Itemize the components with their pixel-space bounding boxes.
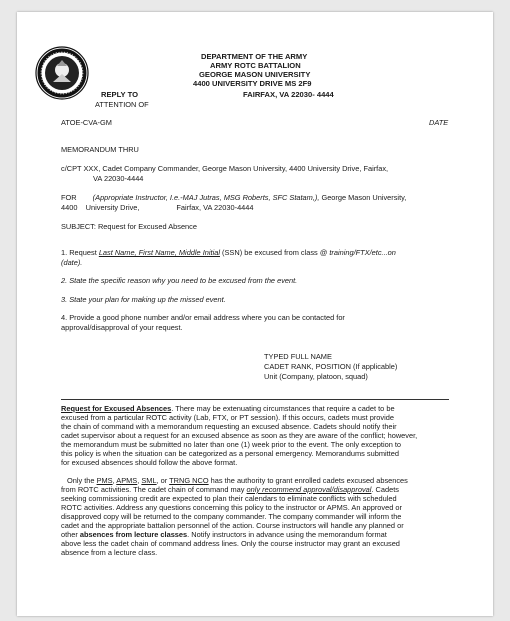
pms-link: PMS [96, 476, 113, 485]
note-line-7: for excused absences should follow the above format. [61, 458, 238, 467]
para-2-text: has the authority to grant enrolled cadets excused absences [208, 476, 408, 485]
header-line-3: GEORGE MASON UNIVERSITY [199, 70, 311, 79]
para-2-line-1 [67, 476, 408, 485]
item-2: 2. State the specific reason why you need to be excused from the event. [61, 276, 298, 285]
reply-to-label: REPLY TO [101, 90, 139, 99]
para-2-line-3: seeking commissioning credit are expected to plan their calendars to eliminate conflicts with scheduled [61, 494, 397, 503]
signature-rank: CADET RANK, POSITION (If applicable) [264, 362, 398, 371]
note-line-6: this policy is when the situation can be categorized as a personal emergency. Memorandums submitted [61, 449, 399, 458]
for-university: George Mason University, [319, 193, 407, 202]
item-1-event: @ training/FTX/etc...on [319, 248, 396, 257]
para-2-line-7 [61, 530, 387, 539]
for-instructor: (Appropriate Instructor, I.e.-MAJ Jutras, MSG Roberts, SFC Statam,), [92, 193, 320, 202]
para-2-text: , or [156, 476, 170, 485]
para-2-line-9: absence from a lecture class. [61, 548, 158, 557]
note-line-5: the memorandum must be submitted no later than one (1) week prior to the event. The only exception to [61, 440, 402, 449]
note-title: Request for Excused Absences [61, 404, 172, 413]
thru-line-1: c/CPT XXX, Cadet Company Commander, George Mason University, 4400 University Drive, Fairfax, [61, 164, 389, 173]
subject-line: SUBJECT: Request for Excused Absence [61, 222, 197, 231]
header-line-5: FAIRFAX, VA 22030- 4444 [243, 90, 334, 99]
for-line-2: 4400 University Drive, Fairfax, VA 22030-4444 [61, 203, 254, 212]
para-2-line-5: disapproved copy will be returned to the company commander. The company commander will inform the [61, 512, 402, 521]
note-line-1 [61, 404, 395, 413]
header-line-4: 4400 UNIVERSITY DRIVE MS 2F9 [193, 79, 312, 88]
recommend-text: only recommend approval/disapproval [246, 485, 372, 494]
para-2-text: Only the [67, 476, 97, 485]
thru-line-2: VA 22030-4444 [93, 174, 144, 183]
item-4-line-2: approval/disapproval of your request. [61, 323, 183, 332]
para-2-text: . Notify instructors in advance using the memorandum format [187, 530, 387, 539]
trng-nco-link: TRNG NCO [169, 476, 209, 485]
note-line-4: cadet supervisor about a request for an excused absence as soon as they are aware of the conflict; however, [61, 431, 418, 440]
army-seal-logo [35, 46, 89, 100]
para-2-text: from ROTC activities. The cadet chain of command may [61, 485, 247, 494]
office-symbol: ATOE-CVA-GM [61, 118, 112, 127]
para-2-line-4: ROTC activities. Address any questions concerning this policy to the instructor or APMS. An approved or [61, 503, 402, 512]
para-2-text: , [137, 476, 142, 485]
note-line-3: the chain of command with a memorandum requesting an excused absence. Cadets should notify their [61, 422, 397, 431]
item-1-line-2: (date). [61, 258, 83, 267]
memo-thru-label: MEMORANDUM THRU [61, 145, 139, 154]
item-4-line-1: 4. Provide a good phone number and/or email address where you can be contacted for [61, 313, 345, 322]
for-line-1 [61, 193, 406, 202]
para-2-text: . Cadets [371, 485, 399, 494]
section-divider [61, 399, 449, 400]
item-1-name: Last Name, First Name, Middle Initial [98, 248, 220, 257]
para-2-text: other [61, 530, 80, 539]
item-1-line-1 [61, 248, 396, 257]
para-2-line-6: cadet and the appropriate battalion personnel of the action. Course instructors will handle any planned or [61, 521, 404, 530]
item-1-middle: (SSN) be excused from class [219, 248, 320, 257]
para-2-line-8: above less the cadet chain of command address lines. Only the course instructor may grant an excused [61, 539, 400, 548]
apms-link: APMS [116, 476, 138, 485]
attention-of-label: ATTENTION OF [95, 100, 149, 109]
header-line-2: ARMY ROTC BATTALION [210, 61, 301, 70]
signature-unit: Unit (Company, platoon, squad) [264, 372, 368, 381]
note-line-2: excused from a particular ROTC activity (Lab, FTX, or PT session). If this occurs, cadets must provide [61, 413, 394, 422]
item-1-prefix: 1. Request [61, 248, 99, 257]
header-line-1: DEPARTMENT OF THE ARMY [201, 52, 308, 61]
para-2-text: , [112, 476, 117, 485]
para-2-line-2 [61, 485, 399, 494]
note-line-1-text: . There may be extenuating circumstances that require a cadet to be [171, 404, 395, 413]
item-3: 3. State your plan for making up the missed event. [61, 295, 226, 304]
for-label: FOR [61, 193, 77, 202]
signature-name: TYPED FULL NAME [264, 352, 332, 361]
memo-date: DATE [429, 118, 449, 127]
document-page [17, 12, 493, 616]
lecture-absences-text: absences from lecture classes [79, 530, 188, 539]
sml-link: SML [141, 476, 157, 485]
